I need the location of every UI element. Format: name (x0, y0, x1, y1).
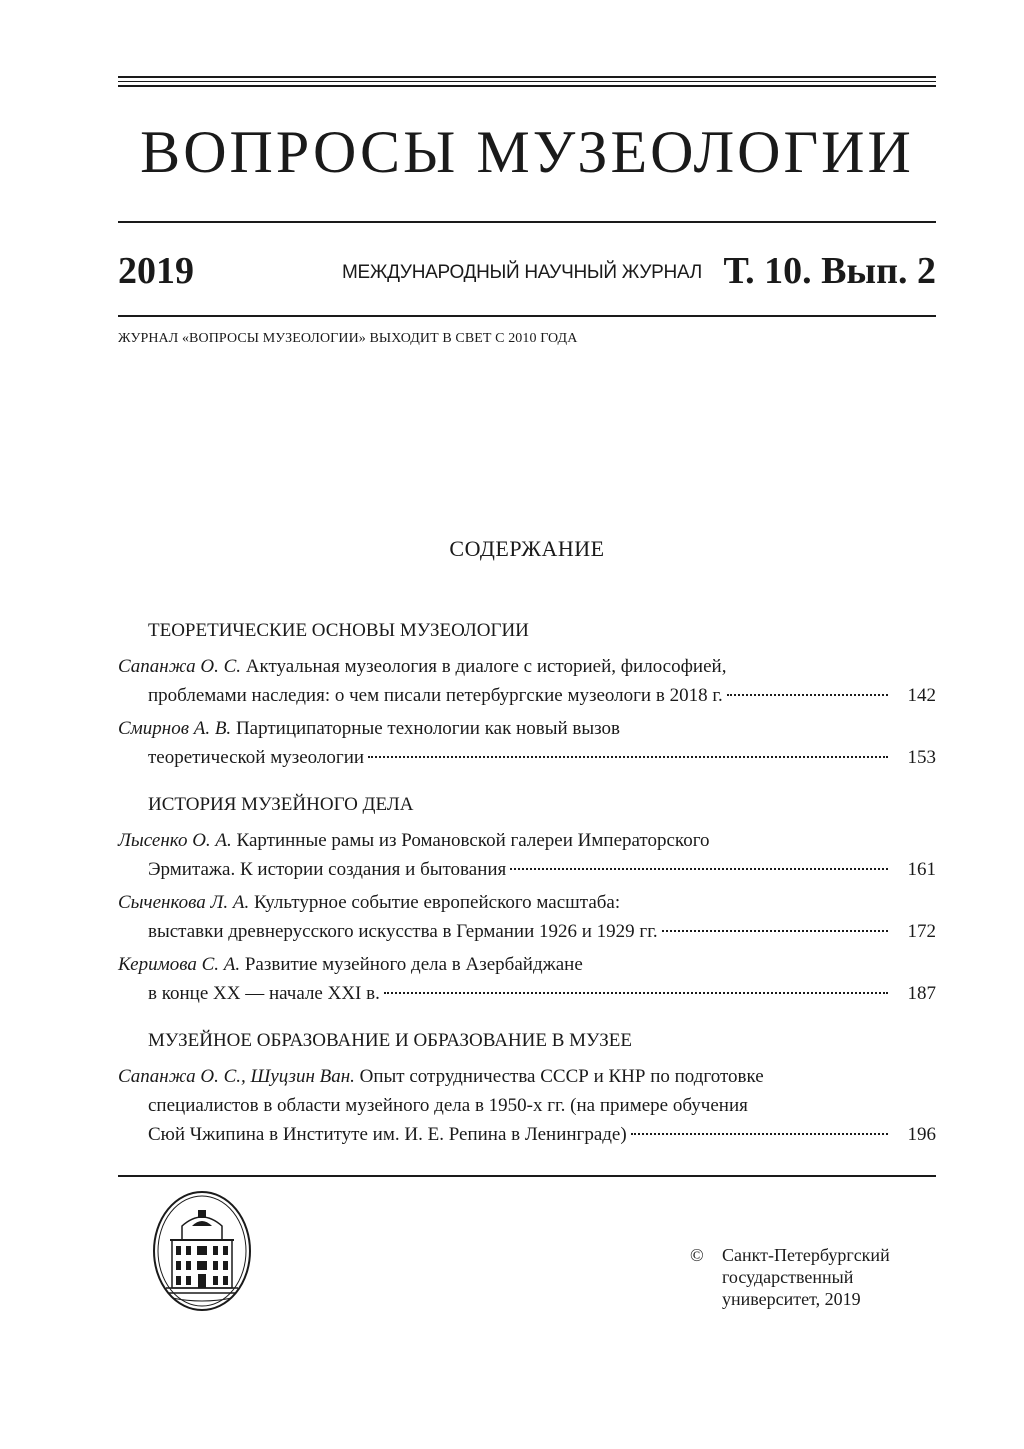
since-note: ЖУРНАЛ «ВОПРОСЫ МУЗЕОЛОГИИ» ВЫХОДИТ В СВЕТ С 2010 ГОДА (118, 331, 578, 346)
entry-last-line (118, 1120, 936, 1149)
entry-first-line (118, 950, 936, 979)
entry-first-line (118, 826, 936, 855)
entry-title-start: Картинные рамы из Романовской галереи Императорского (231, 830, 710, 851)
copyright-line: государственный (722, 1267, 854, 1287)
toc-section (118, 1028, 936, 1149)
journal-title: ВОПРОСЫ МУЗЕОЛОГИИ (140, 119, 914, 185)
entry-title-end: выставки древнерусского искусства в Германии 1926 и 1929 гг. (148, 921, 658, 942)
toc-section (118, 792, 936, 1008)
dot-leader (368, 756, 888, 758)
top-rule-3 (118, 85, 936, 87)
dot-leader (631, 1133, 888, 1135)
entry-first-line (118, 652, 936, 681)
entry-page-number: 172 (907, 921, 936, 942)
entry-title-start: Развитие музейного дела в Азербайджане (240, 954, 583, 975)
entry-author: Сыченкова Л. А. (118, 892, 250, 913)
entry-first-line (118, 1062, 936, 1091)
entry-title-start: Культурное событие европейского масштаба: (249, 892, 621, 913)
entry-title-end: Эрмитажа. К истории создания и бытования (148, 859, 507, 880)
copyright-line: Санкт-Петербургский (722, 1245, 890, 1265)
entry-first-line (118, 714, 936, 743)
entry-title-end: в конце XX — начале XXI в. (148, 983, 380, 1004)
entry-first-line (118, 888, 936, 917)
entry-author: Сапанжа О. С., Шуцзин Ван. (118, 1066, 355, 1087)
journal-type: МЕЖДУНАРОДНЫЙ НАУЧНЫЙ ЖУРНАЛ (342, 262, 702, 283)
dot-leader (510, 868, 888, 870)
volume-issue: Т. 10. Вып. 2 (723, 250, 936, 292)
section-title: МУЗЕЙНОЕ ОБРАЗОВАНИЕ И ОБРАЗОВАНИЕ В МУЗЕЕ (148, 1030, 632, 1051)
entry-title-start: Партиципаторные технологии как новый вызов (231, 718, 620, 739)
top-rule-1 (118, 76, 936, 78)
contents-heading: СОДЕРЖАНИЕ (449, 536, 605, 561)
entry-page-number: 153 (907, 747, 936, 768)
entry-last-line (118, 917, 936, 946)
top-rule-2 (118, 81, 936, 82)
section-title: ИСТОРИЯ МУЗЕЙНОГО ДЕЛА (148, 794, 414, 815)
entry-author: Смирнов А. В. (118, 718, 232, 739)
copyright-line: университет, 2019 (722, 1289, 861, 1309)
entry-author: Лысенко О. А. (118, 830, 232, 851)
spbu-emblem-icon (152, 1190, 252, 1312)
entry-author: Сапанжа О. С. (118, 656, 242, 677)
table-of-contents (118, 618, 936, 1149)
toc-entry[interactable] (118, 888, 936, 946)
title-rule (118, 221, 936, 223)
entry-page-number: 161 (907, 859, 936, 880)
entry-title-end: Сюй Чжипина в Институте им. И. Е. Репина в Ленинграде) (148, 1124, 627, 1145)
copyright-symbol: © (690, 1245, 704, 1265)
dot-leader (662, 930, 888, 932)
entry-page-number: 196 (907, 1124, 936, 1145)
toc-entry[interactable] (118, 652, 936, 710)
dot-leader (384, 992, 888, 994)
entry-last-line (118, 681, 936, 710)
toc-entry[interactable] (118, 950, 936, 1008)
entry-author: Керимова С. А. (118, 954, 241, 975)
entry-title-start: Актуальная музеология в диалоге с историей, философией, (241, 656, 727, 677)
toc-entry[interactable] (118, 1062, 936, 1149)
entry-last-line (118, 855, 936, 884)
footer-rule (118, 1175, 936, 1177)
dot-leader (727, 694, 888, 696)
entry-last-line (118, 743, 936, 772)
section-title: ТЕОРЕТИЧЕСКИЕ ОСНОВЫ МУЗЕОЛОГИИ (148, 620, 529, 641)
issue-year: 2019 (118, 250, 194, 292)
entry-page-number: 142 (907, 685, 936, 706)
toc-entry[interactable] (118, 714, 936, 772)
entry-title-end: проблемами наследия: о чем писали петербургские музеологи в 2018 г. (148, 685, 723, 706)
header-rule (118, 315, 936, 317)
entry-page-number: 187 (907, 983, 936, 1004)
entry-last-line (118, 979, 936, 1008)
copyright-block (690, 1244, 890, 1310)
toc-section (118, 618, 936, 772)
entry-title-start: Опыт сотрудничества СССР и КНР по подготовке (354, 1066, 764, 1087)
entry-title-line: специалистов в области музейного дела в 1950-х гг. (на примере обучения (148, 1095, 748, 1116)
entry-title-end: теоретической музеологии (148, 747, 365, 768)
toc-entry[interactable] (118, 826, 936, 884)
